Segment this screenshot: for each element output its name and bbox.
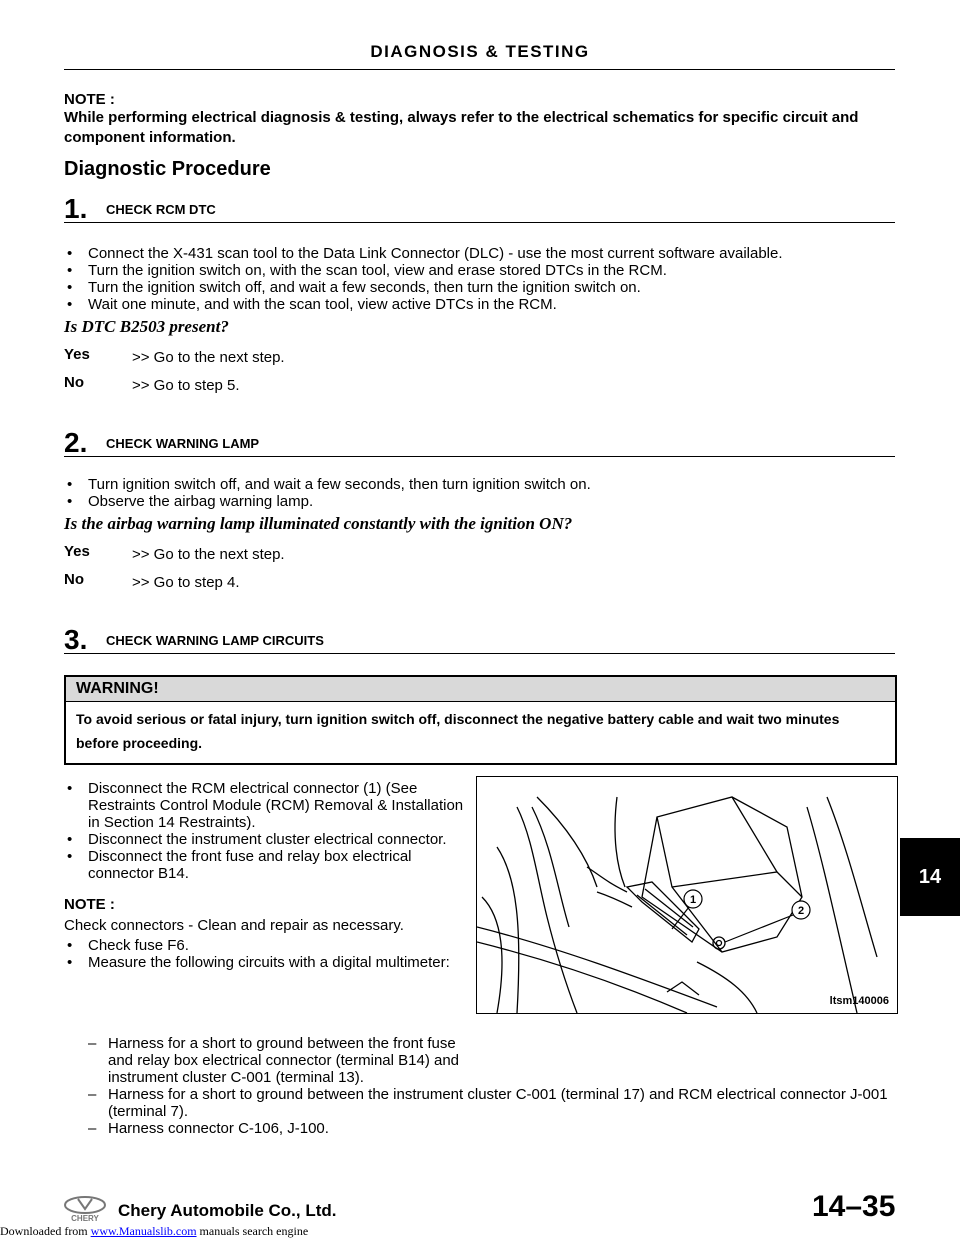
list-item: • Turn ignition switch off, and wait a few seconds, then turn ignition switch on. xyxy=(67,476,591,493)
list-item: – Harness for a short to ground between the instrument cluster C-001 (terminal 17) and RCM electrical connector J-001 (terminal 7). xyxy=(88,1086,888,1120)
step-2-bullets xyxy=(64,476,896,510)
step-2-question: Is the airbag warning lamp illuminated constantly with the ignition ON? xyxy=(64,514,573,533)
section-tab: 14 xyxy=(900,838,960,916)
list-item: • Disconnect the front fuse and relay box electrical connector B14. xyxy=(67,848,412,882)
step-title: CHECK WARNING LAMP xyxy=(106,436,260,451)
step-number: 3. xyxy=(64,624,88,655)
list-item: • Measure the following circuits with a digital multimeter: xyxy=(67,954,450,971)
no-text: >> Go to step 4. xyxy=(132,574,240,591)
step-3-note-text: Check connectors - Clean and repair as necessary. xyxy=(64,917,404,934)
footer-company: Chery Automobile Co., Ltd. xyxy=(118,1201,337,1220)
manualslib-link[interactable]: www.Manualslib.com xyxy=(90,1224,197,1238)
list-item: • Disconnect the instrument cluster electrical connector. xyxy=(67,831,447,848)
bullet-icon: • xyxy=(67,476,73,493)
step-1-header xyxy=(64,193,895,224)
yes-label: Yes xyxy=(64,543,90,560)
yes-label: Yes xyxy=(64,346,90,363)
list-item: • Check fuse F6. xyxy=(67,937,189,954)
bullet-icon: • xyxy=(67,848,73,865)
bullet-icon: • xyxy=(67,279,73,296)
bullet-icon: • xyxy=(67,262,73,279)
callout-2: 2 xyxy=(797,905,805,917)
note-text: While performing electrical diagnosis & testing, always refer to the electrical schematics for specific circuit and component information. xyxy=(64,109,859,146)
step-3-bullets-2 xyxy=(64,937,464,971)
bullet-icon: • xyxy=(67,954,73,971)
chery-logo-icon xyxy=(60,1195,110,1223)
header-rule xyxy=(64,69,895,70)
warning-box xyxy=(64,675,897,765)
bullet-icon: • xyxy=(67,937,73,954)
step-3-header xyxy=(64,624,895,655)
step-3-bullets xyxy=(64,780,464,882)
step-number: 2. xyxy=(64,427,88,458)
svg-text:CHERY: CHERY xyxy=(71,1214,99,1223)
step-2-header xyxy=(64,427,895,458)
no-text: >> Go to step 5. xyxy=(132,377,240,394)
bullet-icon: • xyxy=(67,493,73,510)
page-number: 14–35 xyxy=(812,1190,896,1223)
list-item: • Observe the airbag warning lamp. xyxy=(67,493,314,510)
step-3-note-label: NOTE : xyxy=(64,896,115,913)
yes-text: >> Go to the next step. xyxy=(132,546,285,563)
list-item: • Disconnect the RCM electrical connector (1) (See Restraints Control Module (RCM) Removal & Installation in Section 14 Restraints). xyxy=(67,780,464,831)
note-label: NOTE : xyxy=(64,91,115,108)
section-title: Diagnostic Procedure xyxy=(64,158,271,180)
bullet-icon: • xyxy=(67,780,73,797)
bullet-icon: • xyxy=(67,296,73,313)
list-item: • Connect the X-431 scan tool to the Data Link Connector (DLC) - use the most current software available. xyxy=(67,245,783,262)
warning-text: To avoid serious or fatal injury, turn ignition switch off, disconnect the negative battery cable and wait two minutes before proceeding. xyxy=(76,711,840,751)
rcm-connector-figure xyxy=(476,776,898,1014)
rcm-connector-illustration xyxy=(477,777,897,1013)
step-3-dash-list xyxy=(64,1035,896,1137)
yes-text: >> Go to the next step. xyxy=(132,349,285,366)
list-item: – Harness for a short to ground between the front fuse and relay box electrical connector (terminal B14) and instrument cluster C-001 (terminal 13). xyxy=(88,1035,460,1086)
step-1-bullets xyxy=(64,245,896,313)
bullet-icon: • xyxy=(67,831,73,848)
figure-label: ltsm140006 xyxy=(829,995,889,1007)
list-item: – Harness connector C-106, J-100. xyxy=(88,1120,329,1137)
list-item: • Turn the ignition switch on, with the scan tool, view and erase stored DTCs in the RCM. xyxy=(67,262,667,279)
step-title: CHECK WARNING LAMP CIRCUITS xyxy=(106,633,324,648)
step-title: CHECK RCM DTC xyxy=(106,202,216,217)
download-notice: Downloaded from www.Manualslib.com manuals search engine xyxy=(0,1224,309,1238)
warning-header: WARNING! xyxy=(66,677,895,702)
page-header-title: DIAGNOSIS & TESTING xyxy=(370,42,590,61)
no-label: No xyxy=(64,374,84,391)
step-1-question: Is DTC B2503 present? xyxy=(64,317,229,336)
no-label: No xyxy=(64,571,84,588)
callout-1: 1 xyxy=(689,894,697,906)
step-number: 1. xyxy=(64,193,88,224)
list-item: • Wait one minute, and with the scan tool, view active DTCs in the RCM. xyxy=(67,296,557,313)
bullet-icon: • xyxy=(67,245,73,262)
list-item: • Turn the ignition switch off, and wait a few seconds, then turn the ignition switch on. xyxy=(67,279,641,296)
step-3-column xyxy=(64,780,464,971)
